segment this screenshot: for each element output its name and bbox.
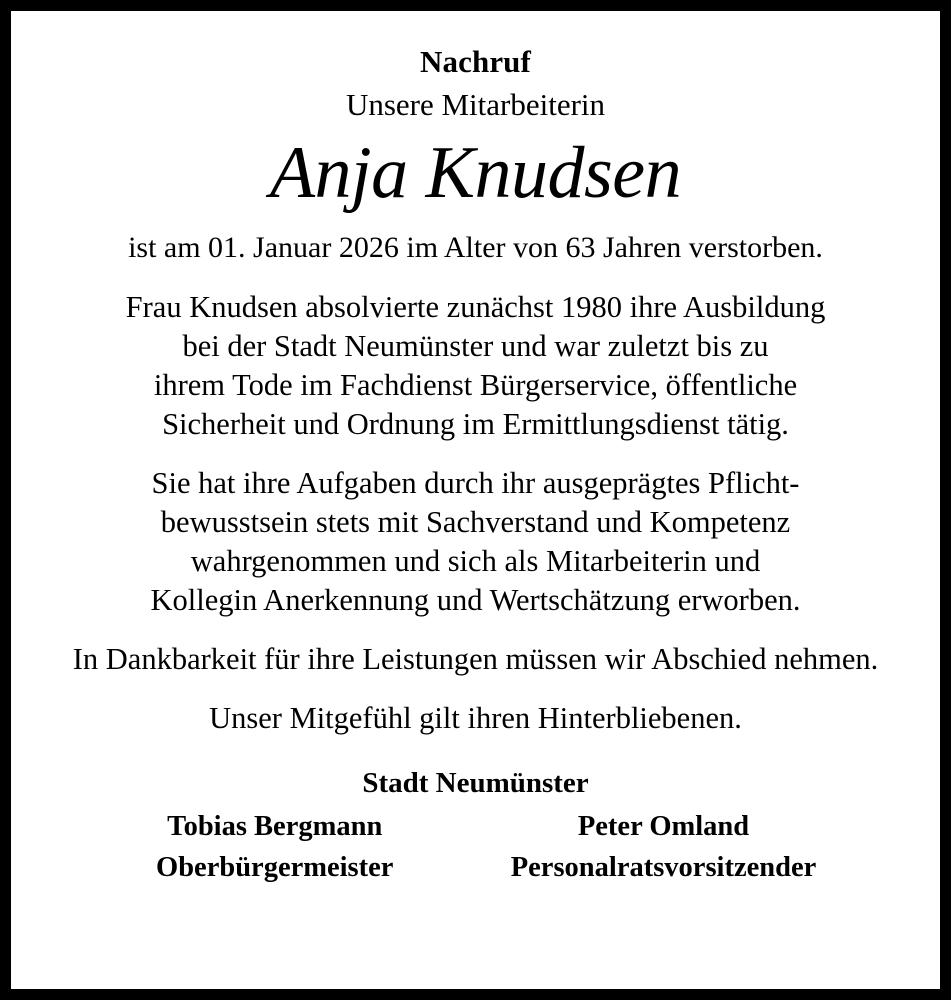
notice-paragraph: In Dankbarkeit für ihre Leistungen müssen wir Abschied nehmen. [72, 641, 879, 676]
signer-role: Personalratsvorsitzender [510, 851, 817, 883]
notice-paragraph: Frau Knudsen absolvierte zunächst 1980 ihre Ausbildung bei der Stadt Neumünster und war zuletzt bis zu ihrem Tode im Fachdienst Bürgerservice, öffentliche Sicherheit und Ordnung im Ermittlungsdienst tätig. [125, 289, 826, 441]
signature-block [41, 766, 910, 888]
notice-paragraph: Unser Mitgefühl gilt ihren Hinterbliebenen. [209, 700, 742, 735]
organization-name: Stadt Neumünster [362, 766, 589, 799]
signer-right [511, 806, 817, 888]
notice-inner [11, 11, 940, 989]
signer-name: Peter Omland [577, 810, 750, 842]
notice-lead-line: ist am 01. Januar 2026 im Alter von 63 Jahren verstorben. [128, 230, 823, 264]
signers-row [41, 806, 910, 888]
notice-paragraph: Sie hat ihre Aufgaben durch ihr ausgeprägtes Pflicht-bewusstsein stets mit Sachverstand und Kompetenz wahrgenommen und sich als Mitarbeiterin und Kollegin Anerkennung und Wertschätzung erworben. [150, 465, 801, 617]
deceased-name: Anja Knudsen [269, 132, 682, 215]
signer-left [135, 806, 415, 888]
notice-body [41, 228, 910, 738]
notice-subkicker: Unsere Mitarbeiterin [345, 87, 606, 123]
notice-kicker: Nachruf [420, 44, 531, 79]
signer-role: Oberbürgermeister [156, 851, 394, 883]
signer-name: Tobias Bergmann [167, 810, 383, 842]
